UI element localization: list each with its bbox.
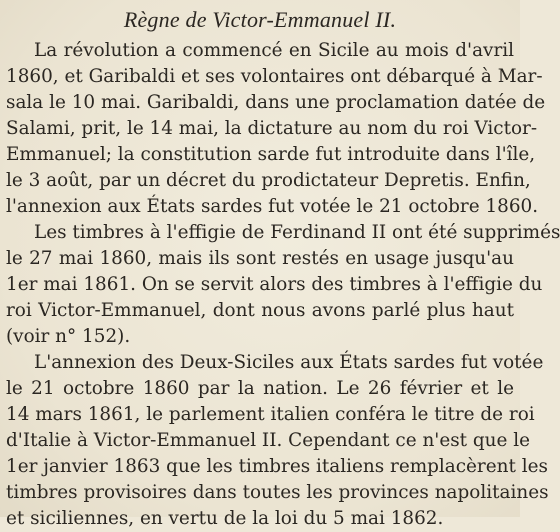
text-line: le 27 mai 1860, mais ils sont restés en usage jusqu'au	[6, 248, 514, 269]
text-line: 1er janvier 1863 que les timbres italiens remplacèrent les	[6, 456, 548, 477]
text-line: 1860, et Garibaldi et ses volontaires ont débarqué à Mar-	[6, 66, 543, 87]
text-line: Emmanuel; la constitution sarde fut introduite dans l'île,	[6, 144, 536, 165]
text-line: et siciliennes, en vertu de la loi du 5 mai 1862.	[6, 508, 444, 529]
text-line: Salami, prit, le 14 mai, la dictature au nom du roi Victor-	[6, 118, 538, 139]
text-line: 1er mai 1861. On se servit alors des timbres à l'effigie du	[6, 274, 543, 295]
text-line: roi Victor-Emmanuel, dont nous avons parlé plus haut	[6, 300, 514, 321]
text-line: timbres provisoires dans toutes les provinces napolitaines	[6, 482, 549, 503]
text-line: 14 mars 1861, le parlement italien conféra le titre de roi	[6, 404, 535, 425]
section-title: Règne de Victor-Emmanuel II.	[123, 7, 397, 32]
text-line: sala le 10 mai. Garibaldi, dans une proclamation datée de	[6, 92, 546, 113]
text-line: le 3 août, par un décret du prodictateur Depretis. Enfin,	[6, 170, 531, 191]
text-line: l'annexion aux États sardes fut votée le 21 octobre 1860.	[6, 196, 539, 217]
text-line: L'annexion des Deux-Siciles aux États sardes fut votée	[34, 352, 544, 373]
text-line: le 21 octobre 1860 par la nation. Le 26 février et le	[6, 378, 514, 399]
text-line: d'Italie à Victor-Emmanuel II. Cependant ce n'est que le	[6, 430, 531, 451]
text-line: La révolution a commencé en Sicile au mois d'avril	[34, 40, 514, 61]
text-line: (voir n° 152).	[6, 326, 131, 347]
text-line: Les timbres à l'effigie de Ferdinand II ont été supprimés	[34, 222, 560, 243]
